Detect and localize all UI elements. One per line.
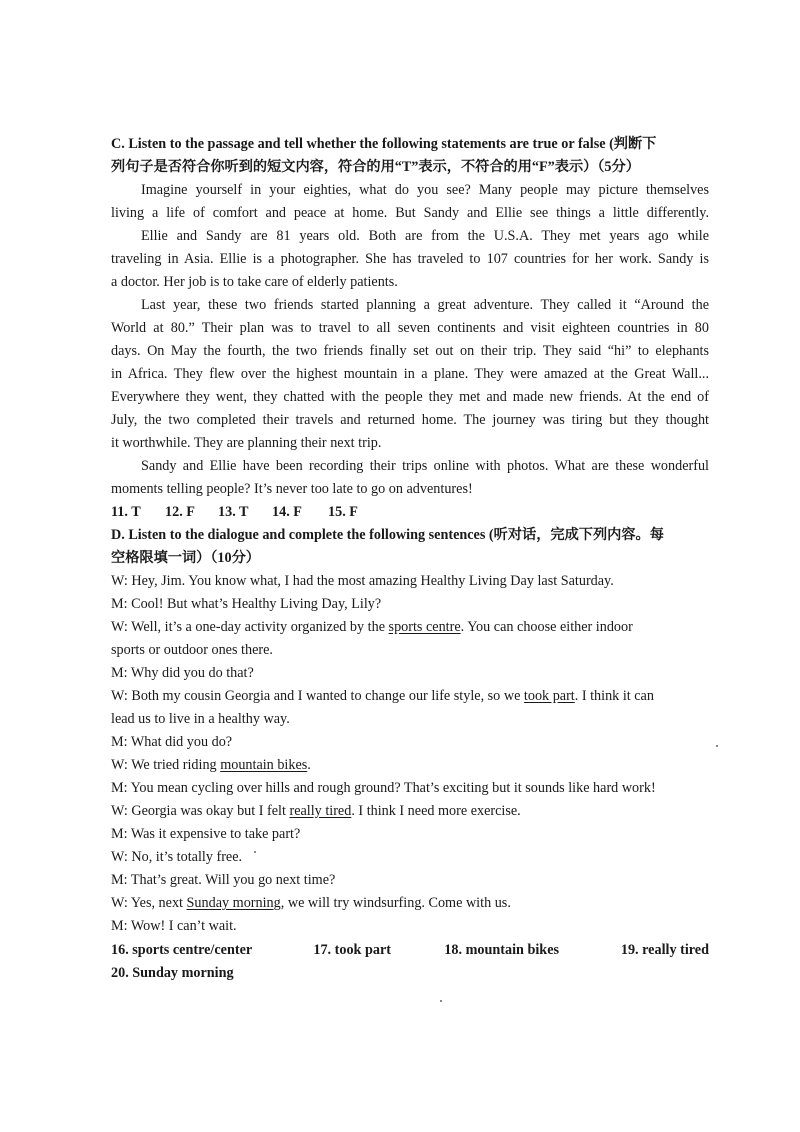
answer-12: 12. F: [165, 504, 195, 520]
dialogue-line: M: Why did you do that?: [111, 665, 254, 681]
dialogue-text: .: [307, 757, 311, 773]
dialogue-line: [111, 685, 709, 708]
answer-13: 13. T: [218, 504, 249, 520]
section-d-answers: [111, 939, 709, 962]
dialogue-text: W: We tried riding: [111, 757, 221, 773]
passage-line: Imagine yourself in your eighties, what do you see? Many people may picture themselves: [141, 182, 709, 198]
passage-line: it worthwhile. They are planning their next trip.: [111, 435, 382, 451]
section-c-answers: [111, 501, 709, 524]
passage-line: Last year, these two friends started planning a great adventure. They called it “Around the: [141, 297, 709, 313]
dialogue-line: sports or outdoor ones there.: [111, 642, 273, 658]
passage-line: traveling in Asia. Ellie is a photographer. She has traveled to 107 countries for her work. Sandy is: [111, 251, 709, 267]
scan-speck: [716, 745, 718, 747]
document-body: [111, 133, 709, 985]
passage-line: in Africa. They flew over the highest mountain in a plane. They were amazed at the Great Wall...: [111, 366, 709, 382]
dialogue-line: M: You mean cycling over hills and rough ground? That’s exciting but it sounds like hard work!: [111, 780, 656, 796]
passage-line: living a life of comfort and peace at home. But Sandy and Ellie see things a little differently.: [111, 205, 709, 221]
section-c-heading: C. Listen to the passage and tell whether the following statements are true or false (判断下: [111, 136, 657, 152]
passage-line: World at 80.” Their plan was to travel to all seven continents and visit eighteen countries in 80: [111, 320, 709, 336]
answer-18: 18. mountain bikes: [444, 942, 560, 958]
dialogue-line: [111, 800, 709, 823]
dialogue-text: . I think I need more exercise.: [351, 803, 521, 819]
dialogue-line: M: That’s great. Will you go next time?: [111, 872, 336, 888]
section-d-answers-cont: [111, 962, 709, 985]
dialogue-line: M: Was it expensive to take part?: [111, 826, 301, 842]
answer-underline: Sunday morning: [186, 895, 281, 911]
passage-line: Sandy and Ellie have been recording their trips online with photos. What are these wonderful: [141, 458, 709, 474]
dialogue-text: , we will try windsurfing. Come with us.: [280, 895, 511, 911]
passage-line: days. On May the fourth, the two friends finally set out on their trip. They said “hi” to elephants: [111, 343, 709, 359]
section-d-heading-cont: 空格限填一词）（10分）: [111, 550, 260, 566]
section-d-heading: D. Listen to the dialogue and complete the following sentences (听对话，完成下列内容。每: [111, 527, 664, 543]
scan-speck: [440, 1000, 442, 1002]
dialogue-text: W: Georgia was okay but I felt: [111, 803, 290, 819]
answer-underline: really tired: [289, 803, 352, 819]
section-c-heading-cont: 列句子是否符合你听到的短文内容，符合的用“T”表示，不符合的用“F”表示）（5分）: [111, 159, 640, 175]
dialogue-text: W: Well, it’s a one-day activity organized by the: [111, 619, 389, 635]
dialogue-text: W: Both my cousin Georgia and I wanted to change our life style, so we: [111, 688, 524, 704]
dialogue-line: [111, 892, 709, 915]
answer-17: 17. took part: [313, 942, 391, 958]
dialogue-line: [111, 754, 709, 777]
answer-14: 14. F: [272, 504, 302, 520]
scan-speck: [254, 851, 256, 853]
answer-underline: mountain bikes: [220, 757, 308, 773]
answer-20: 20. Sunday morning: [111, 965, 234, 981]
passage-line: a doctor. Her job is to take care of elderly patients.: [111, 274, 398, 290]
dialogue-line: M: Cool! But what’s Healthy Living Day, Lily?: [111, 596, 382, 612]
passage-line: July, the two completed their travels and returned home. The journey was tiring but they thought: [111, 412, 709, 428]
dialogue-line: W: No, it’s totally free.: [111, 849, 243, 865]
passage-line: moments telling people? It’s never too late to go on adventures!: [111, 481, 473, 497]
dialogue-line: W: Hey, Jim. You know what, I had the most amazing Healthy Living Day last Saturday.: [111, 573, 614, 589]
dialogue-line: M: Wow! I can’t wait.: [111, 918, 237, 934]
dialogue-line: M: What did you do?: [111, 734, 233, 750]
answer-underline: sports centre: [388, 619, 461, 635]
dialogue-text: W: Yes, next: [111, 895, 187, 911]
dialogue-text: . I think it can: [574, 688, 654, 704]
dialogue-line: lead us to live in a healthy way.: [111, 711, 290, 727]
answer-underline: took part: [523, 688, 575, 704]
answer-15: 15. F: [328, 504, 358, 520]
answer-11: 11. T: [111, 504, 141, 520]
passage-line: Everywhere they went, they chatted with the people they met and made new friends. At the end of: [111, 389, 709, 405]
dialogue-line: [111, 616, 709, 639]
dialogue-text: . You can choose either indoor: [460, 619, 633, 635]
passage-line: Ellie and Sandy are 81 years old. Both are from the U.S.A. They met years ago while: [141, 228, 709, 244]
answer-16: 16. sports centre/center: [111, 942, 253, 958]
answer-19: 19. really tired: [620, 942, 709, 958]
